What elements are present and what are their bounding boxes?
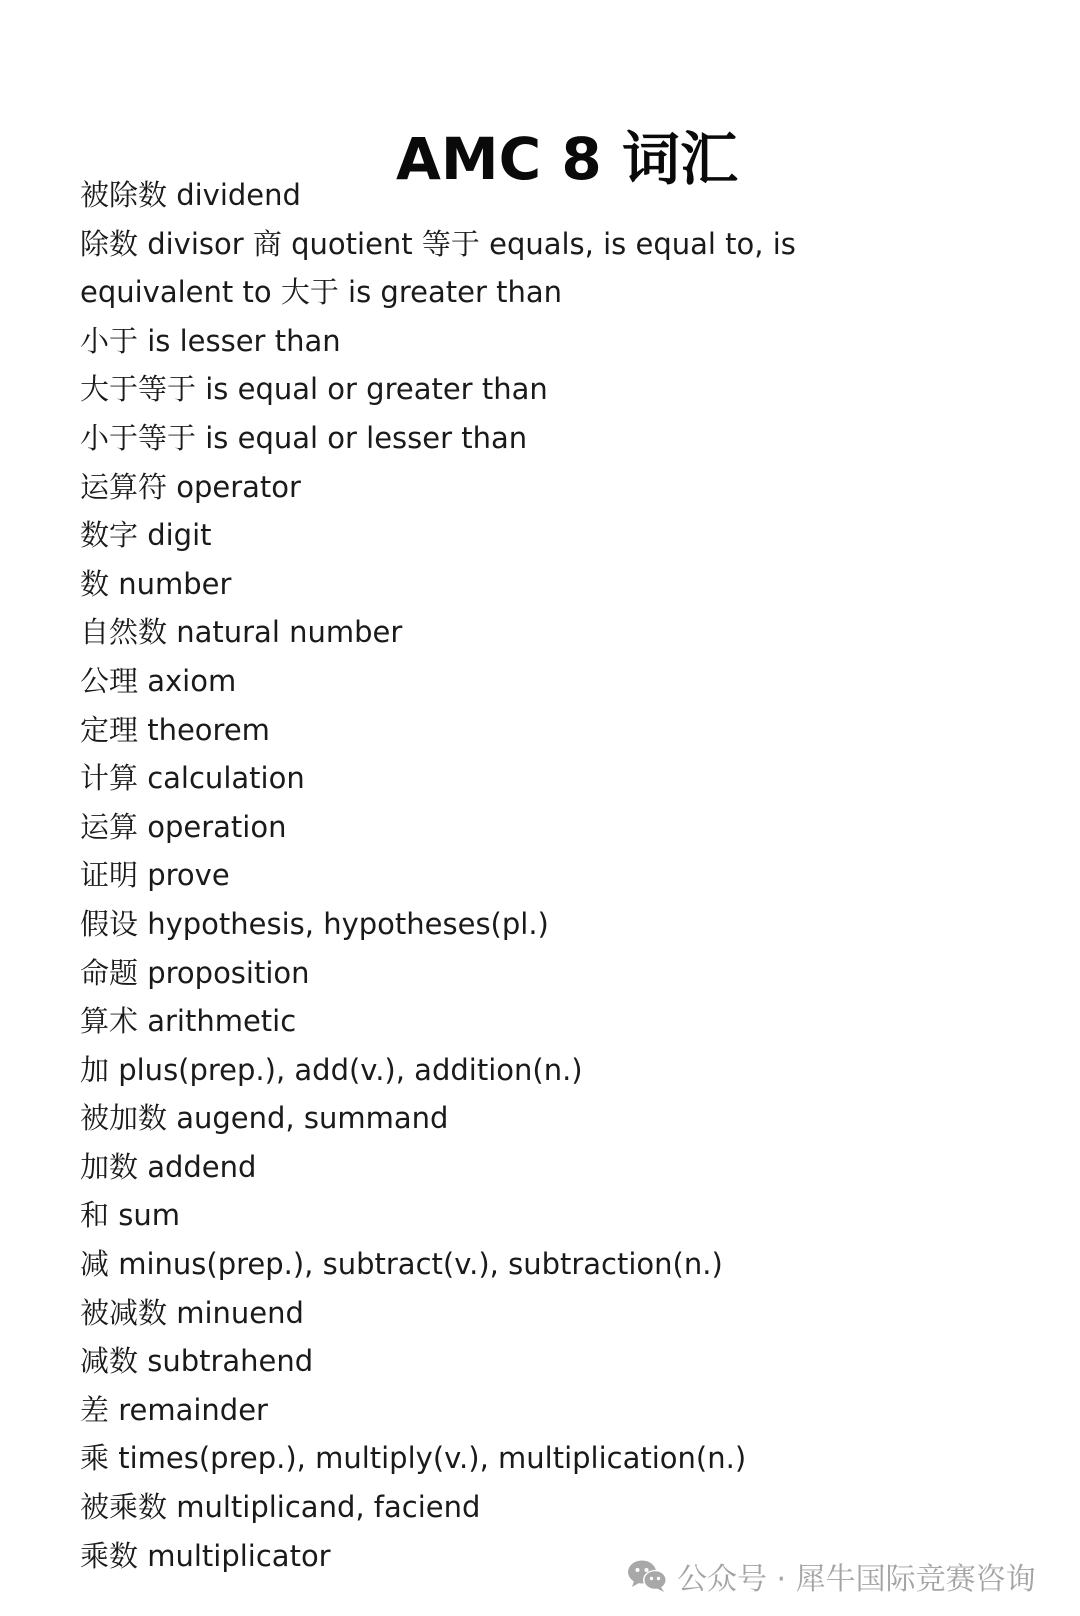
vocab-line: 被减数 minuend xyxy=(80,1295,304,1330)
vocab-line: 乘 times(prep.), multiply(v.), multiplication(n.) xyxy=(80,1441,747,1476)
vocab-line: 算术 arithmetic xyxy=(80,1004,297,1039)
vocab-line: 除数 divisor 商 quotient 等于 equals, is equal to, is xyxy=(80,226,796,261)
vocab-line: 乘数 multiplicator xyxy=(80,1538,331,1573)
page-title: AMC 8 词汇 xyxy=(396,124,738,193)
vocab-line: 被加数 augend, summand xyxy=(80,1101,449,1136)
vocab-line: 命题 proposition xyxy=(80,955,310,990)
vocab-line: 小于等于 is equal or lesser than xyxy=(80,420,528,455)
vocab-line: 加数 addend xyxy=(80,1149,257,1184)
vocab-line: 减 minus(prep.), subtract(v.), subtraction(n.) xyxy=(80,1247,723,1282)
vocab-line: 定理 theorem xyxy=(80,712,270,747)
vocab-line: 假设 hypothesis, hypotheses(pl.) xyxy=(80,906,549,941)
vocabulary-list xyxy=(80,171,1040,1580)
vocab-line: equivalent to 大于 is greater than xyxy=(80,275,562,310)
vocab-line: 和 sum xyxy=(80,1198,180,1233)
watermark-text: 公众号 · 犀牛国际竞赛咨询 xyxy=(677,1562,1036,1597)
vocab-line: 数字 digit xyxy=(80,518,212,553)
vocab-line: 数 number xyxy=(80,566,232,601)
vocab-line: 差 remainder xyxy=(80,1392,268,1427)
vocab-line: 公理 axiom xyxy=(80,663,237,698)
vocab-line: 被乘数 multiplicand, faciend xyxy=(80,1490,481,1525)
vocab-line: 加 plus(prep.), add(v.), addition(n.) xyxy=(80,1052,583,1087)
vocab-line: 自然数 natural number xyxy=(80,615,403,650)
vocab-line: 大于等于 is equal or greater than xyxy=(80,372,548,407)
vocab-line: 运算 operation xyxy=(80,809,287,844)
vocab-line: 证明 prove xyxy=(80,858,230,893)
vocab-line: 小于 is lesser than xyxy=(80,323,341,358)
vocab-line: 运算符 operator xyxy=(80,469,301,504)
vocab-line: 减数 subtrahend xyxy=(80,1344,314,1379)
wechat-icon xyxy=(627,1559,669,1593)
watermark xyxy=(627,1556,1036,1596)
vocab-line: 被除数 dividend xyxy=(80,178,301,212)
vocab-line: 计算 calculation xyxy=(80,761,305,796)
